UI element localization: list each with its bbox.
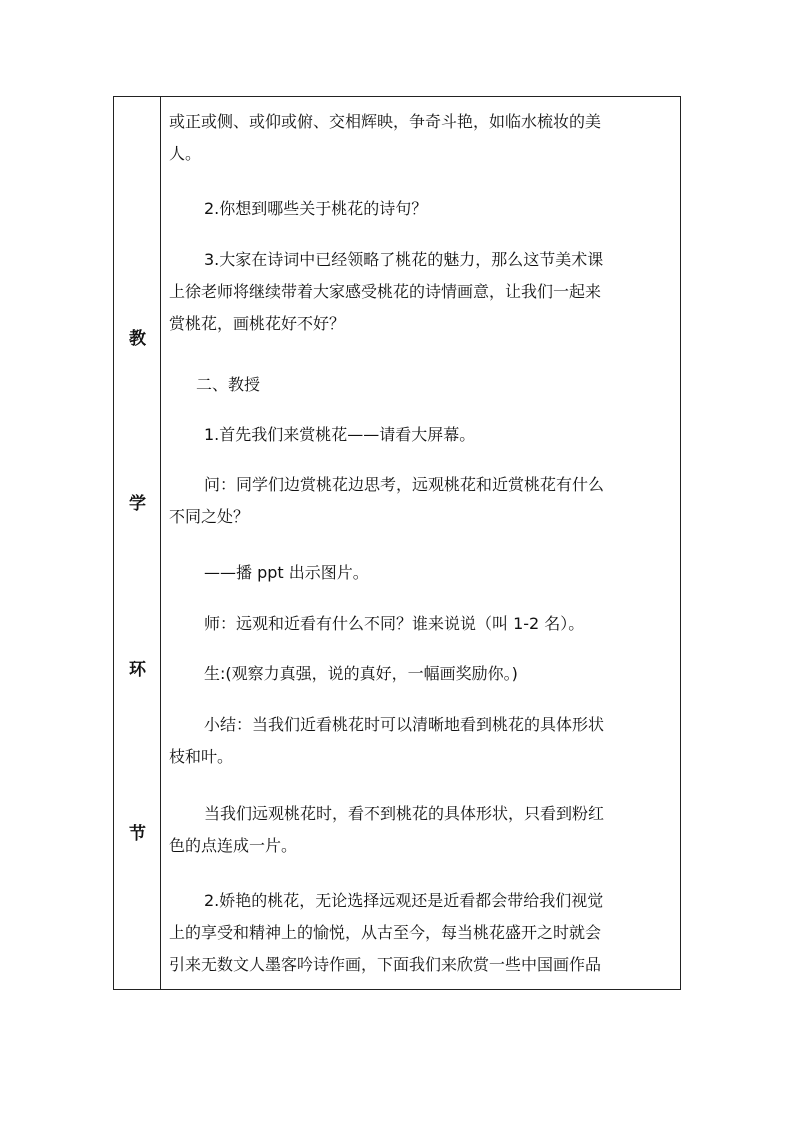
section-label-char: 教 [129,329,146,349]
content-line: 2.娇艳的桃花，无论选择远观还是近看都会带给我们视觉 [204,891,604,910]
content-line: 生:(观察力真强，说的真好，一幅画奖励你。) [204,664,518,683]
section-label-column [114,97,161,989]
content-line: 1.首先我们来赏桃花——请看大屏幕。 [204,425,476,444]
content-line: 当我们远观桃花时，看不到桃花的具体形状，只看到粉红 [204,804,605,823]
content-line: 或正或侧、或仰或俯、交相辉映，争奇斗艳，如临水梳妆的美 [169,112,602,131]
section-label-char: 节 [129,824,146,844]
section-label-char: 学 [129,494,146,514]
content-line: 上徐老师将继续带着大家感受桃花的诗情画意，让我们一起来 [169,282,602,301]
content-line: 引来无数文人墨客吟诗作画，下面我们来欣赏一些中国画作品 [169,955,602,974]
content-line: 色的点连成一片。 [169,836,298,855]
content-line: 人。 [169,144,202,163]
content-line: 枝和叶。 [169,747,234,766]
content-line: 赏桃花，画桃花好不好？ [169,314,346,333]
content-line: ——播 ppt 出示图片。 [204,563,369,582]
content-line: 3.大家在诗词中已经领略了桃花的魅力，那么这节美术课 [204,250,604,269]
content-line: 师：远观和近看有什么不同？谁来说说（叫 1-2 名）。 [204,614,585,633]
section-label-char: 环 [129,660,146,680]
content-line: 小结：当我们近看桃花时可以清晰地看到桃花的具体形状 [204,715,605,734]
content-line: 二、教授 [196,375,261,394]
content-line: 不同之处？ [169,507,250,526]
content-line: 问：同学们边赏桃花边思考，远观桃花和近赏桃花有什么 [204,475,605,494]
content-line: 2.你想到哪些关于桃花的诗句？ [204,199,428,218]
content-line: 上的享受和精神上的愉悦，从古至今，每当桃花盛开之时就会 [169,923,602,942]
lesson-table [113,96,681,990]
